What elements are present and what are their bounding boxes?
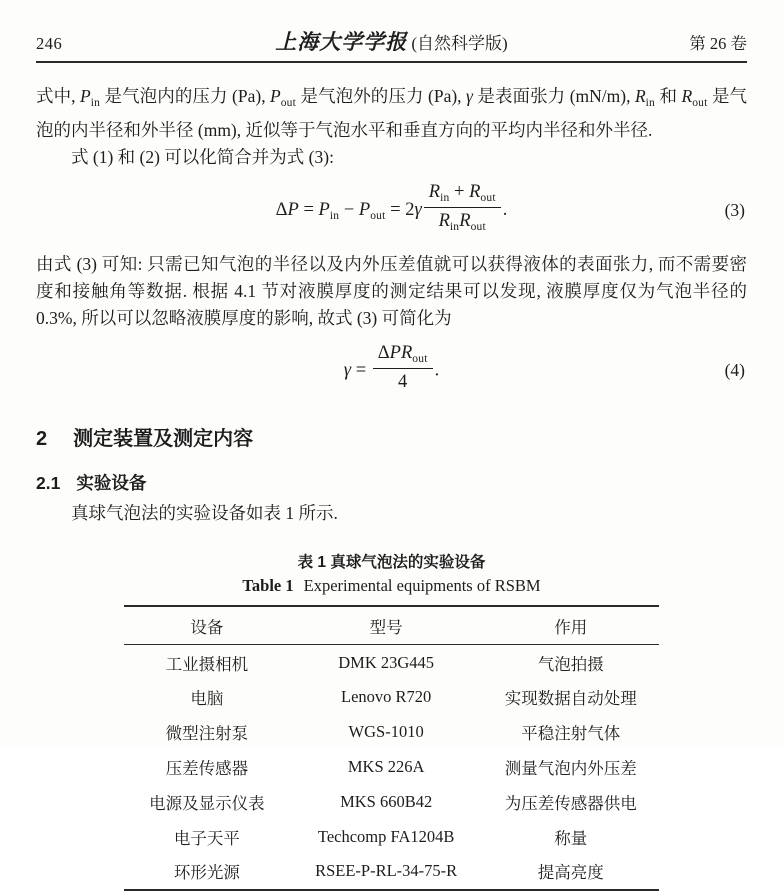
paragraph-eq3-discussion: 由式 (3) 可知: 只需已知气泡的半径以及内外压差值就可以获得液体的表面张力, 而不需要密度和接触角等数据. 根据 4.1 节对液膜厚度的测定结果可以发现, 液膜厚度仅为气泡半径的 0.3%, 所以可以忽略液膜厚度的影响, 故式 (3) 可简化为 <box>36 253 747 328</box>
math-var: R <box>459 211 471 232</box>
journal-edition: (自然科学版) <box>411 34 508 53</box>
table-header-row <box>124 606 659 645</box>
table-caption-zh: 表 1 真球气泡法的实验设备 <box>297 554 486 572</box>
math-var: R <box>469 182 481 202</box>
table-cell: WGS-1010 <box>348 722 424 742</box>
text-run: 是气泡的内半径和外半径 (mm), 近似等于气泡水平和垂直方向的平均内半径和外半径. <box>36 86 748 140</box>
math-var: R <box>400 342 413 363</box>
math-subscript: in <box>329 210 340 223</box>
table-caption <box>36 550 747 596</box>
math-var: γ <box>466 86 473 106</box>
math-subscript: in <box>90 97 101 109</box>
math-var: γ <box>414 200 422 221</box>
text-run: 式中, <box>36 86 80 106</box>
math-subscript: in <box>449 221 460 234</box>
table-cell: 电脑 <box>190 689 224 709</box>
math-op: = 2 <box>385 200 415 221</box>
math-var: P <box>358 200 371 221</box>
math-var: R <box>438 211 450 232</box>
math-var: R <box>428 182 441 202</box>
table-cell: 压差传感器 <box>165 758 249 778</box>
text-run: 是气泡内的压力 (Pa), <box>100 86 271 106</box>
math-var: P <box>287 200 299 221</box>
table-row <box>124 854 659 890</box>
eq3-lhs <box>275 200 422 223</box>
fraction-numerator <box>373 342 433 369</box>
journal-title-calligraphy: 上海大学学报 <box>275 30 408 54</box>
table-caption-en-text: Experimental equipments of RSBM <box>303 576 541 596</box>
table-row <box>124 750 659 785</box>
table-cell: DMK 23G445 <box>338 652 435 672</box>
math-op: = <box>298 200 319 221</box>
table-cell: 工业摄相机 <box>165 654 249 674</box>
paragraph-symbol-definitions <box>36 83 747 144</box>
math-var: P <box>318 200 330 221</box>
math-op: + <box>449 182 470 202</box>
math-subscript: out <box>470 221 486 234</box>
volume-label: 第 26 卷 <box>689 34 747 53</box>
math-subscript: out <box>412 352 428 365</box>
section-heading-2-1 <box>36 470 747 495</box>
journal-title <box>275 26 507 56</box>
math-punct: . <box>434 360 440 381</box>
table-cell: MKS 226A <box>347 756 425 776</box>
math-subscript: out <box>370 210 386 223</box>
section-number: 2.1 <box>36 473 61 494</box>
fraction-numerator <box>424 181 501 208</box>
math-var: γ <box>343 360 352 381</box>
math-var: P <box>389 342 401 363</box>
table-caption-en-label: Table 1 <box>242 576 294 596</box>
equation-4 <box>36 342 747 398</box>
table-cell: 称量 <box>554 828 588 848</box>
table-cell: 气泡拍摄 <box>537 654 604 674</box>
math-punct: . <box>502 200 508 221</box>
table-cell: 电源及显示仪表 <box>149 793 265 813</box>
column-header-function: 作用 <box>482 606 659 645</box>
fraction <box>373 342 433 395</box>
fraction-denominator: 4 <box>398 372 408 393</box>
text-run: 是气泡外的压力 (Pa), <box>296 86 466 106</box>
table-cell: 测量气泡内外压差 <box>504 758 637 778</box>
math-var: R <box>681 86 693 106</box>
table-cell: MKS 660B42 <box>340 791 433 811</box>
table-row <box>124 680 659 715</box>
text-run: 是表面张力 (mN/m), <box>472 86 635 106</box>
math-subscript: out <box>280 97 297 109</box>
math-subscript: out <box>692 97 708 109</box>
paragraph-eq3-intro: 式 (1) 和 (2) 可以化简合并为式 (3): <box>71 147 334 167</box>
math-var: R <box>634 86 646 106</box>
section-heading-2 <box>36 422 747 451</box>
table-cell: 实现数据自动处理 <box>504 689 637 709</box>
math-subscript: in <box>645 97 655 109</box>
equation-number: (4) <box>724 360 745 381</box>
page-number: 246 <box>36 34 63 53</box>
math-var: P <box>80 86 91 106</box>
math-subscript: out <box>480 192 496 204</box>
table-cell: 平稳注射气体 <box>521 724 621 744</box>
column-header-equipment: 设备 <box>124 606 290 645</box>
fraction-denominator <box>424 208 501 234</box>
equation-3 <box>36 184 747 238</box>
section-title: 测定装置及测定内容 <box>73 428 254 451</box>
header-rule <box>36 61 747 63</box>
table-cell: Lenovo R720 <box>340 687 432 707</box>
table-row <box>124 784 659 819</box>
table-cell: RSEE-P-RL-34-75-R <box>315 861 458 881</box>
text-run: 和 <box>655 86 682 106</box>
table-caption-en <box>36 576 747 596</box>
equation-number: (3) <box>724 199 745 220</box>
page-header <box>36 26 747 56</box>
math-subscript: in <box>440 192 450 204</box>
math-op: = <box>351 360 371 381</box>
table-cell: Techcomp FA1204B <box>317 826 455 846</box>
table-row <box>124 715 659 750</box>
math-delta: Δ <box>275 200 288 221</box>
section-title: 实验设备 <box>76 473 147 494</box>
table-cell: 提高亮度 <box>537 863 604 883</box>
section-number: 2 <box>36 428 48 451</box>
table-cell: 微型注射泵 <box>165 724 249 744</box>
table-cell: 为压差传感器供电 <box>504 793 637 813</box>
fraction <box>424 181 501 235</box>
math-delta: Δ <box>377 342 390 363</box>
math-var: P <box>270 86 281 106</box>
equipment-table <box>124 605 659 890</box>
paragraph-table-intro: 真球气泡法的实验设备如表 1 所示. <box>71 503 338 524</box>
table-cell: 电子天平 <box>173 828 240 848</box>
table-row <box>124 819 659 854</box>
table-row <box>124 645 659 680</box>
math-op: − <box>339 200 359 221</box>
column-header-model: 型号 <box>290 606 483 645</box>
table-cell: 环形光源 <box>173 863 240 883</box>
